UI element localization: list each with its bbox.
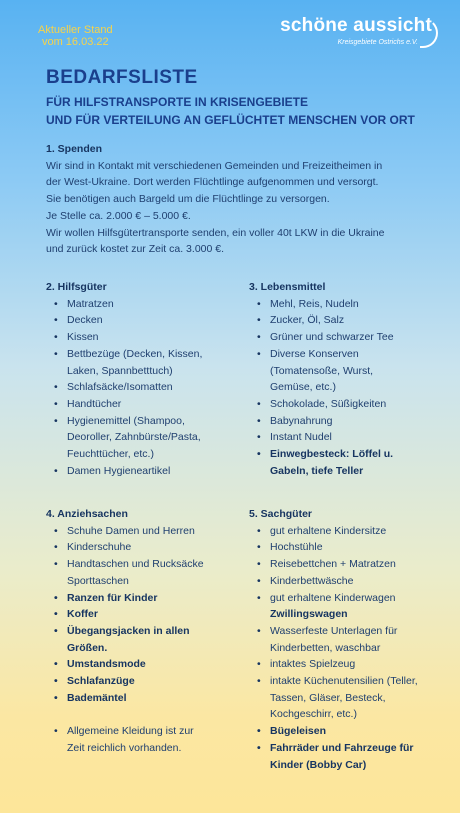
paragraph-line: der West-Ukraine. Dort werden Flüchtlinge aufgenommen und versorgt. [46, 176, 379, 189]
section-sachgueter [249, 506, 439, 773]
list-item: • Ranzen für Kinder [46, 590, 236, 607]
section-lebensmittel [249, 279, 439, 479]
subtitle-line-1: FÜR HILFSTRANSPORTE IN KRISENGEBIETE [46, 95, 309, 109]
stand-date: vom 16.03.22 [41, 36, 109, 48]
page-title: BEDARFSLISTE [46, 67, 198, 88]
list-item: • gut erhaltene Kindersitze [249, 523, 439, 540]
list-item: • Handtücher [46, 396, 236, 413]
list-item: • Handtaschen und Rucksäcke Sporttaschen [46, 556, 218, 589]
item-list [46, 523, 236, 707]
list-item: • Mehl, Reis, Nudeln [249, 296, 439, 313]
paragraph-line: und zurück kostet zur Zeit ca. 3.000 €. [46, 243, 225, 256]
list-item: • Bettbezüge (Decken, Kissen, Laken, Spannbetttuch) [46, 346, 216, 379]
list-item: • Hochstühle [249, 539, 439, 556]
section-hilfsgueter [46, 279, 236, 479]
list-item: • Bügeleisen [249, 723, 439, 740]
item-list [249, 523, 439, 774]
list-item: • Schlafsäcke/Isomatten [46, 379, 236, 396]
list-item: • Koffer [46, 606, 236, 623]
paragraph-line: Wir sind in Kontakt mit verschiedenen Gemeinden und Freizeitheimen in [46, 159, 383, 172]
list-item: • Grüner und schwarzer Tee [249, 329, 439, 346]
stand-label: Aktueller Stand [38, 24, 113, 36]
list-item: • Wasserfeste Unterlagen für Kinderbetten, waschbar [249, 623, 417, 656]
list-item: • Umstandsmode [46, 656, 236, 673]
paragraph-line: Wir wollen Hilfsgütertransporte senden, ein voller 40t LKW in die Ukraine [46, 226, 385, 239]
list-item: • Kinderbettwäsche [249, 573, 439, 590]
note-list [46, 723, 236, 756]
list-item: • Kinderschuhe [46, 539, 236, 556]
list-item: Zwillingswagen [270, 608, 348, 621]
section-heading: 2. Hilfsgüter [46, 281, 107, 293]
list-item: • Reisebettchen + Matratzen [249, 556, 439, 573]
list-item: • Damen Hygieneartikel [46, 463, 236, 480]
list-item: • Matratzen [46, 296, 236, 313]
list-item: • Übegangsjacken in allen Größen. [46, 623, 206, 656]
list-item: • Einwegbesteck: Löffel u. Gabeln, tiefe Teller [249, 446, 409, 479]
section-heading: 5. Sachgüter [249, 508, 313, 520]
list-item: • Fahrräder und Fahrzeuge für Kinder (Bobby Car) [249, 740, 421, 773]
section-heading: 3. Lebensmittel [249, 281, 326, 293]
item-list [46, 296, 236, 480]
section-heading: 1. Spenden [46, 143, 103, 155]
paragraph-line: Sie benötigen auch Bargeld um die Flüchtlinge zu versorgen. [46, 193, 330, 206]
list-item: • Decken [46, 312, 236, 329]
list-item: • Zucker, Öl, Salz [249, 312, 439, 329]
list-item: • Babynahrung [249, 413, 439, 430]
logo-arc-icon [420, 18, 438, 48]
list-item: • Schokolade, Süßigkeiten [249, 396, 439, 413]
list-item: • intaktes Spielzeug [249, 656, 439, 673]
paragraph-line: Je Stelle ca. 2.000 € – 5.000 €. [46, 209, 191, 222]
list-item: • gut erhaltene Kinderwagen [249, 590, 439, 607]
list-item: • Diverse Konserven (Tomatensoße, Wurst, Gemüse, etc.) [249, 346, 409, 396]
section-heading: 4. Anziehsachen [46, 508, 128, 520]
section-anziehsachen [46, 506, 236, 757]
list-item: • Kissen [46, 329, 236, 346]
list-item: • Schuhe Damen und Herren [46, 523, 236, 540]
list-item-note: • Allgemeine Kleidung ist zur Zeit reichlich vorhanden. [46, 723, 206, 756]
item-list [249, 296, 439, 480]
subtitle-line-2: UND FÜR VERTEILUNG AN GEFLÜCHTET MENSCHEN VOR ORT [46, 113, 415, 127]
list-item: • Hygienemittel (Shampoo, Deoroller, Zahnbürste/Pasta, Feuchttücher, etc.) [46, 413, 218, 463]
list-item: • intakte Küchenutensilien (Teller, Tassen, Gläser, Besteck, Kochgeschirr, etc.) [249, 673, 421, 723]
list-item: • Instant Nudel [249, 429, 439, 446]
list-item: • Schlafanzüge [46, 673, 236, 690]
logo-tagline: Kreisgebiete Ostrichs e.V. [337, 39, 418, 46]
list-item: • Bademäntel [46, 690, 236, 707]
page-subtitle [46, 93, 415, 129]
status-date [38, 24, 113, 48]
section-spenden [46, 141, 426, 258]
logo-wordmark: schöne aussicht [280, 15, 432, 36]
logo [280, 16, 432, 46]
